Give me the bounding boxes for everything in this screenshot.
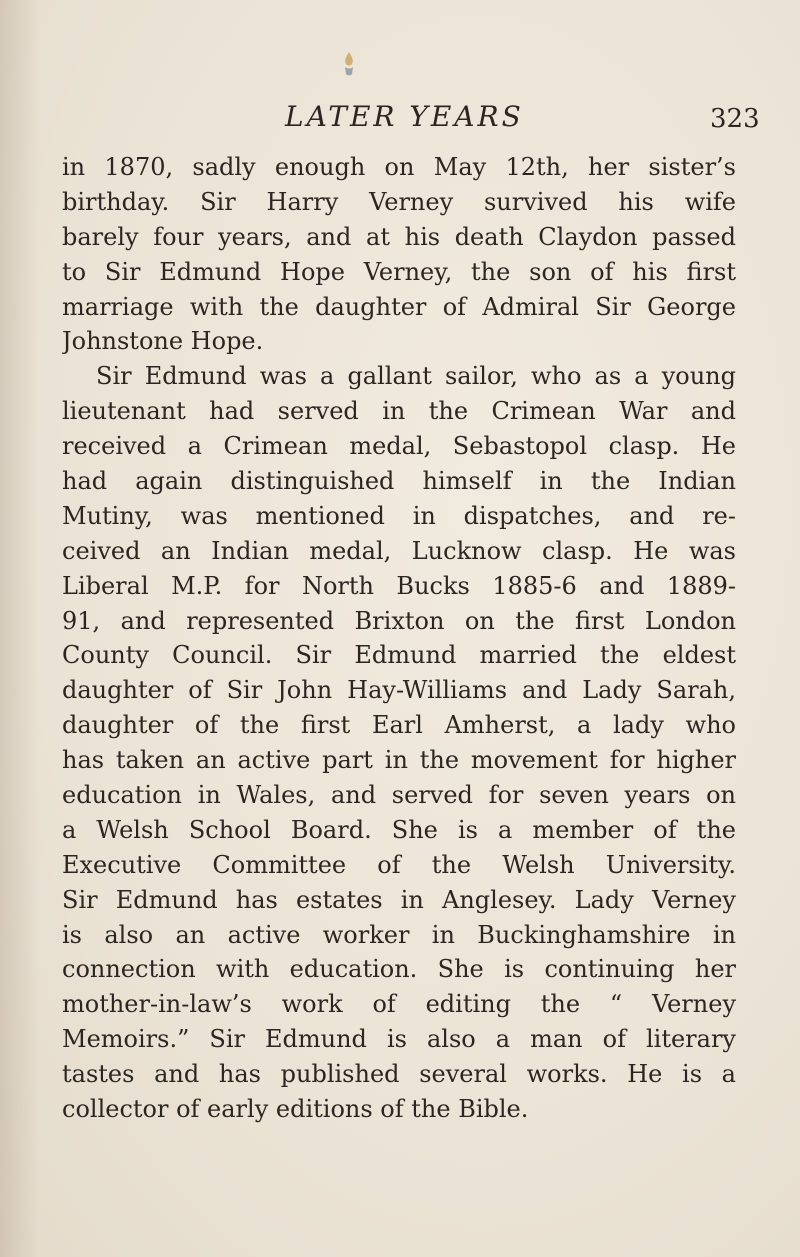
text-line: barely four years, and at his death Claydon passed [62,222,736,251]
text-line: Memoirs.” Sir Edmund is also a man of literary [62,1025,736,1054]
text-line: has taken an active part in the movement for higher [62,746,736,775]
text-line: tastes and has published several works. He is a [62,1060,736,1089]
text-line: received a Crimean medal, Sebastopol clasp. He [62,432,736,461]
text-line: Executive Committee of the Welsh University. [62,850,736,879]
text-line: is also an active worker in Buckinghamshire in [62,920,736,949]
gutter-shadow [0,0,40,1257]
text-line: Johnstone Hope. [62,327,264,356]
text-line: mother-in-law’s work of editing the “ Verney [62,990,736,1019]
text-line: birthday. Sir Harry Verney survived his wife [62,187,736,216]
text-line: 91, and represented Brixton on the first London [62,606,736,635]
printer-ornament-icon [340,50,358,78]
text-line: education in Wales, and served for seven years on [62,781,736,810]
text-line: ceived an Indian medal, Lucknow clasp. He was [62,536,736,565]
text-line: marriage with the daughter of Admiral Sir George [62,292,736,321]
text-line: Sir Edmund was a gallant sailor, who as a young [96,362,736,391]
text-line: to Sir Edmund Hope Verney, the son of his first [62,257,736,286]
text-line: in 1870, sadly enough on May 12th, her sister’s [62,153,736,181]
running-title: LATER YEARS [285,100,524,133]
page-number: 323 [710,104,760,134]
text-line: lieutenant had served in the Crimean War and [62,397,736,426]
text-line: County Council. Sir Edmund married the eldest [62,641,736,670]
body-text [62,150,736,1127]
text-line: collector of early editions of the Bible. [62,1095,529,1124]
text-line: Mutiny, was mentioned in dispatches, and re- [62,501,736,530]
running-head [0,100,800,140]
text-line: Sir Edmund has estates in Anglesey. Lady Verney [62,885,736,914]
text-line: Liberal M.P. for North Bucks 1885-6 and 1889- [62,571,736,600]
text-line: a Welsh School Board. She is a member of the [62,815,736,844]
text-line: had again distinguished himself in the Indian [62,467,736,496]
text-line: daughter of the first Earl Amherst, a lady who [62,711,736,740]
text-line: daughter of Sir John Hay-Williams and Lady Sarah, [62,676,736,705]
text-line: connection with education. She is continuing her [62,955,736,984]
